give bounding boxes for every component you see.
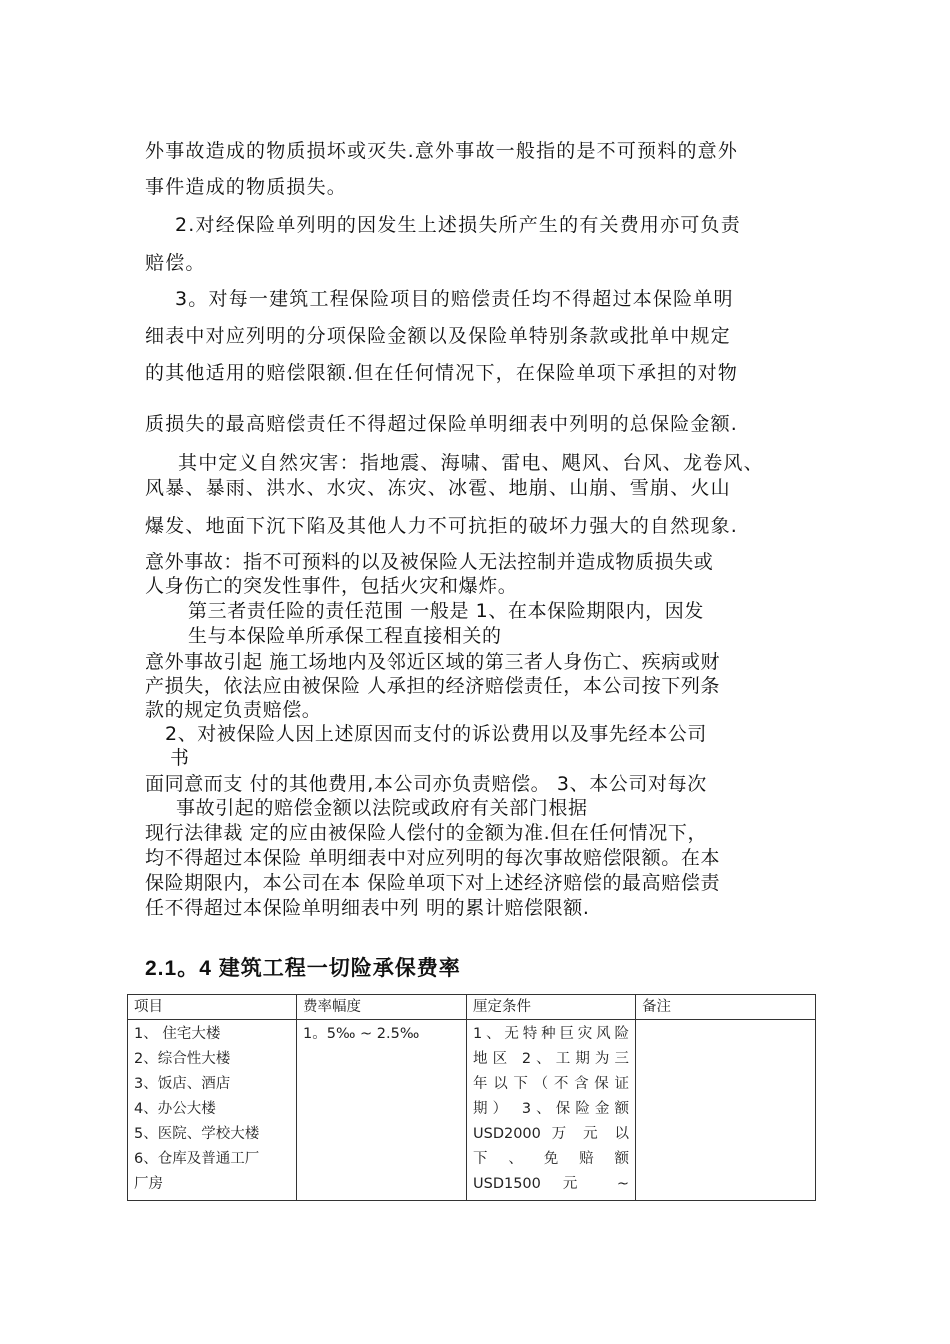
paragraph-line: 面同意而支 付的其他费用,本公司亦负责赔偿。 3、本公司对每次 — [145, 773, 707, 795]
paragraph-line: 任不得超过本保险单明细表中列 明的累计赔偿限额. — [145, 897, 590, 919]
item-line: 3、饭店、酒店 — [134, 1076, 231, 1092]
paragraph-line: 意外事故：指不可预料的以及被保险人无法控制并造成物质损失或 — [145, 551, 714, 573]
header-item: 项目 — [128, 995, 297, 1020]
conditions-cell — [467, 1020, 636, 1201]
section-heading: 2.1。4 建筑工程一切险承保费率 — [145, 957, 461, 980]
paragraph-line: 产损失，依法应由被保险 人承担的经济赔偿责任，本公司按下列条 — [145, 675, 721, 697]
paragraph-line: 意外事故引起 施工场地内及邻近区域的第三者人身伤亡、疾病或财 — [145, 651, 721, 673]
paragraph-line: 第三者责任险的责任范围 一般是 1、在本保险期限内，因发 — [188, 600, 704, 622]
paragraph-line: 书 — [170, 747, 190, 769]
condition-line: 地区 2、工期为三 — [473, 1051, 629, 1067]
item-line: 1、 住宅大楼 — [134, 1026, 221, 1042]
paragraph-line: 款的规定负责赔偿。 — [145, 699, 322, 721]
paragraph-line: 事件造成的物质损失。 — [145, 176, 348, 198]
item-line: 4、办公大楼 — [134, 1101, 216, 1117]
paragraph-line: 现行法律裁 定的应由被保险人偿付的金额为准.但在任何情况下， — [145, 822, 708, 844]
condition-line: 下 、 免 赔 额 — [473, 1151, 629, 1167]
condition-line: 年以下（不含保证 — [473, 1076, 629, 1092]
paragraph-line: 3。对每一建筑工程保险项目的赔偿责任均不得超过本保险单明 — [175, 288, 734, 310]
paragraph-line: 的其他适用的赔偿限额.但在任何情况下，在保险单项下承担的对物 — [145, 362, 739, 384]
paragraph-line: 赔偿。 — [145, 252, 206, 274]
header-conditions: 厘定条件 — [467, 995, 636, 1020]
remark-cell — [636, 1020, 816, 1201]
rate-cell — [297, 1020, 467, 1201]
paragraph-line: 细表中对应列明的分项保险金额以及保险单特别条款或批单中规定 — [145, 325, 731, 347]
paragraph-line: 外事故造成的物质损坏或灭失.意外事故一般指的是不可预料的意外 — [145, 140, 739, 162]
condition-line: 1、无特种巨灾风险 — [473, 1026, 629, 1042]
paragraph-line: 质损失的最高赔偿责任不得超过保险单明细表中列明的总保险金额. — [145, 413, 739, 435]
item-line: 6、仓库及普通工厂 — [134, 1151, 260, 1167]
items-cell — [128, 1020, 297, 1201]
table-row — [128, 1020, 816, 1201]
rate-value: 1。5‰ ~ 2.5‰ — [303, 1026, 420, 1042]
paragraph-line: 2、对被保险人因上述原因而支付的诉讼费用以及事先经本公司 — [165, 723, 707, 745]
paragraph-line: 保险期限内，本公司在本 保险单项下对上述经济赔偿的最高赔偿责 — [145, 872, 721, 894]
condition-line: 期） 3、保险金额 — [473, 1101, 629, 1117]
condition-line: USD2000 万 元 以 — [473, 1126, 629, 1142]
table-header-row — [128, 995, 816, 1020]
paragraph-line: 生与本保险单所承保工程直接相关的 — [188, 625, 502, 647]
premium-rate-table — [127, 994, 816, 1201]
item-line: 5、医院、学校大楼 — [134, 1126, 260, 1142]
header-rate: 费率幅度 — [297, 995, 467, 1020]
item-line: 2、综合性大楼 — [134, 1051, 231, 1067]
header-remark: 备注 — [636, 995, 816, 1020]
paragraph-line: 2.对经保险单列明的因发生上述损失所产生的有关费用亦可负责 — [175, 214, 741, 236]
paragraph-line: 风暴、暴雨、洪水、水灾、冻灾、冰雹、地崩、山崩、雪崩、火山 — [145, 477, 731, 499]
paragraph-line: 其中定义自然灾害：指地震、海啸、雷电、飓风、台风、龙卷风、 — [178, 452, 764, 474]
paragraph-line: 爆发、地面下沉下陷及其他人力不可抗拒的破坏力强大的自然现象. — [145, 515, 739, 537]
condition-line: USD1500 元 ~ — [473, 1176, 629, 1192]
item-line: 厂房 — [134, 1176, 163, 1192]
paragraph-line: 均不得超过本保险 单明细表中对应列明的每次事故赔偿限额。在本 — [145, 847, 721, 869]
paragraph-line: 人身伤亡的突发性事件，包括火灾和爆炸。 — [145, 575, 518, 597]
paragraph-line: 事故引起的赔偿金额以法院或政府有关部门根据 — [176, 797, 588, 819]
